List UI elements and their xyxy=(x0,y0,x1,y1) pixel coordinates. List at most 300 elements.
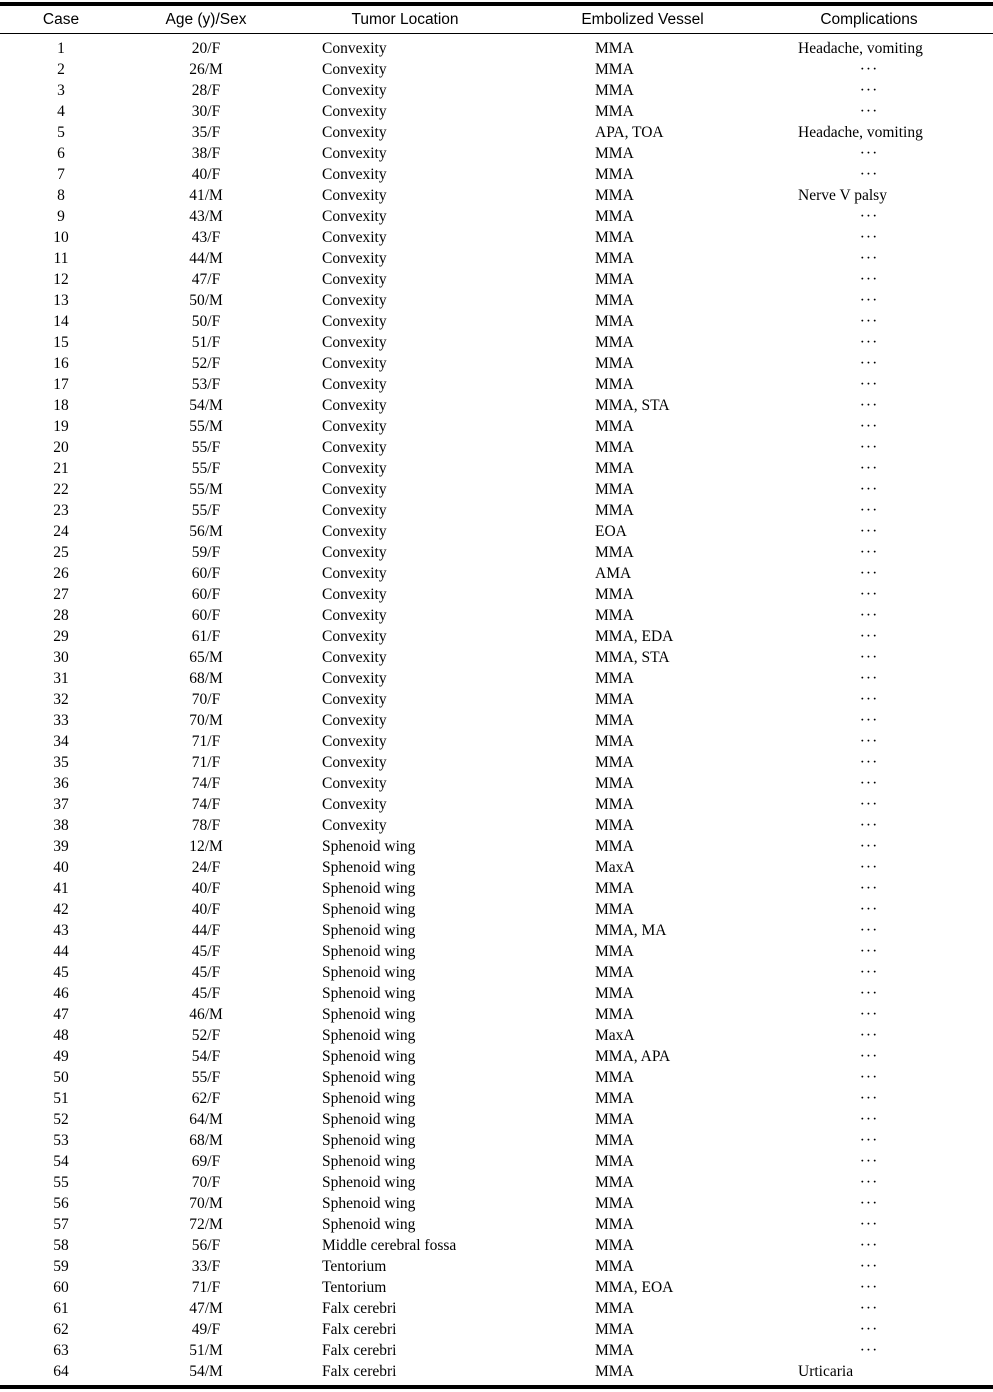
table-row xyxy=(0,1277,993,1298)
cell-complications: ··· xyxy=(859,1321,879,1338)
cell-age-sex: 60/F xyxy=(191,607,221,624)
cell-tumor-location: Convexity xyxy=(322,355,387,372)
cell-tumor-location: Falx cerebri xyxy=(322,1363,397,1380)
cell-case: 58 xyxy=(53,1237,69,1254)
table-row xyxy=(0,1088,993,1109)
cell-case: 32 xyxy=(53,691,69,708)
cell-complications: ··· xyxy=(859,754,879,771)
cell-tumor-location: Convexity xyxy=(322,250,387,267)
header-embolized-vessel: Embolized Vessel xyxy=(581,11,704,28)
cell-complications: ··· xyxy=(859,880,879,897)
table-row xyxy=(0,857,993,878)
cell-complications: ··· xyxy=(859,1048,879,1065)
cell-tumor-location: Convexity xyxy=(322,292,387,309)
cell-complications: ··· xyxy=(859,1237,879,1254)
cell-complications: ··· xyxy=(859,796,879,813)
cell-embolized-vessel: MMA xyxy=(595,1300,634,1317)
cell-case: 4 xyxy=(57,103,65,120)
cell-tumor-location: Falx cerebri xyxy=(322,1321,397,1338)
cell-complications: ··· xyxy=(859,964,879,981)
cell-complications: ··· xyxy=(859,523,879,540)
cell-complications: ··· xyxy=(859,628,879,645)
cell-age-sex: 56/M xyxy=(189,523,223,540)
cell-complications: ··· xyxy=(859,460,879,477)
cell-age-sex: 33/F xyxy=(191,1258,221,1275)
cell-case: 10 xyxy=(53,229,69,246)
cell-tumor-location: Convexity xyxy=(322,103,387,120)
cell-tumor-location: Convexity xyxy=(322,376,387,393)
cell-case: 33 xyxy=(53,712,69,729)
table-row xyxy=(0,962,993,983)
table-row xyxy=(0,941,993,962)
cell-embolized-vessel: MMA xyxy=(595,1258,634,1275)
cell-case: 39 xyxy=(53,838,69,855)
cell-case: 30 xyxy=(53,649,69,666)
cell-embolized-vessel: MMA xyxy=(595,229,634,246)
cell-embolized-vessel: MMA xyxy=(595,502,634,519)
table-row xyxy=(0,1067,993,1088)
cell-case: 18 xyxy=(53,397,69,414)
cell-age-sex: 78/F xyxy=(191,817,221,834)
table-row xyxy=(0,332,993,353)
cell-complications: ··· xyxy=(859,355,879,372)
cell-age-sex: 54/F xyxy=(191,1048,221,1065)
table-row xyxy=(0,710,993,731)
table-bottom-rule xyxy=(0,1385,993,1389)
cell-complications: ··· xyxy=(859,439,879,456)
cell-embolized-vessel: MMA xyxy=(595,901,634,918)
cell-embolized-vessel: MMA xyxy=(595,208,634,225)
cell-tumor-location: Tentorium xyxy=(322,1258,387,1275)
cell-case: 43 xyxy=(53,922,69,939)
cell-embolized-vessel: MMA xyxy=(595,985,634,1002)
cell-complications: ··· xyxy=(859,817,879,834)
cell-age-sex: 38/F xyxy=(191,145,221,162)
table-row xyxy=(0,164,993,185)
cell-age-sex: 51/M xyxy=(189,1342,223,1359)
cell-embolized-vessel: MMA xyxy=(595,1090,634,1107)
table-row xyxy=(0,584,993,605)
cell-embolized-vessel: EOA xyxy=(595,523,627,540)
cell-age-sex: 60/F xyxy=(191,565,221,582)
cell-complications: ··· xyxy=(859,1132,879,1149)
table-row xyxy=(0,542,993,563)
cell-embolized-vessel: MMA xyxy=(595,817,634,834)
cell-embolized-vessel: MMA xyxy=(595,103,634,120)
table-header-rule xyxy=(0,33,993,34)
cell-complications: ··· xyxy=(859,922,879,939)
cell-complications: Headache, vomiting xyxy=(798,40,923,57)
cell-complications: ··· xyxy=(859,61,879,78)
cell-age-sex: 62/F xyxy=(191,1090,221,1107)
cell-tumor-location: Sphenoid wing xyxy=(322,901,416,918)
cell-age-sex: 55/M xyxy=(189,418,223,435)
cell-tumor-location: Convexity xyxy=(322,418,387,435)
cell-embolized-vessel: MMA xyxy=(595,1195,634,1212)
header-age-sex: Age (y)/Sex xyxy=(165,11,247,28)
cell-tumor-location: Convexity xyxy=(322,775,387,792)
cell-tumor-location: Sphenoid wing xyxy=(322,1006,416,1023)
cell-tumor-location: Convexity xyxy=(322,754,387,771)
cell-tumor-location: Convexity xyxy=(322,187,387,204)
cell-embolized-vessel: MMA xyxy=(595,943,634,960)
cell-complications: ··· xyxy=(859,901,879,918)
cell-complications: ··· xyxy=(859,733,879,750)
cell-age-sex: 74/F xyxy=(191,775,221,792)
cell-age-sex: 26/M xyxy=(189,61,223,78)
table-row xyxy=(0,1319,993,1340)
cell-tumor-location: Convexity xyxy=(322,586,387,603)
cell-tumor-location: Convexity xyxy=(322,502,387,519)
cell-age-sex: 52/F xyxy=(191,1027,221,1044)
header-tumor-location: Tumor Location xyxy=(351,11,459,28)
cell-case: 38 xyxy=(53,817,69,834)
table-row xyxy=(0,1151,993,1172)
cell-case: 56 xyxy=(53,1195,69,1212)
cell-age-sex: 55/M xyxy=(189,481,223,498)
cell-age-sex: 70/M xyxy=(189,712,223,729)
cell-embolized-vessel: MMA xyxy=(595,61,634,78)
cell-complications: ··· xyxy=(859,271,879,288)
cell-case: 11 xyxy=(53,250,69,267)
cell-case: 24 xyxy=(53,523,69,540)
table-row xyxy=(0,479,993,500)
cell-case: 52 xyxy=(53,1111,69,1128)
table-row xyxy=(0,773,993,794)
cell-case: 59 xyxy=(53,1258,69,1275)
table-row xyxy=(0,437,993,458)
cell-complications: ··· xyxy=(859,1174,879,1191)
table-row xyxy=(0,1004,993,1025)
cell-tumor-location: Convexity xyxy=(322,397,387,414)
cell-age-sex: 51/F xyxy=(191,334,221,351)
cell-tumor-location: Convexity xyxy=(322,208,387,225)
cell-case: 14 xyxy=(53,313,69,330)
cell-age-sex: 35/F xyxy=(191,124,221,141)
cell-case: 63 xyxy=(53,1342,69,1359)
cell-age-sex: 55/F xyxy=(191,439,221,456)
cell-complications: Nerve V palsy xyxy=(798,187,887,204)
cell-embolized-vessel: APA, TOA xyxy=(595,124,664,141)
cell-case: 41 xyxy=(53,880,69,897)
cell-tumor-location: Convexity xyxy=(322,607,387,624)
cell-embolized-vessel: MMA, MA xyxy=(595,922,667,939)
cell-complications: ··· xyxy=(859,1111,879,1128)
cell-age-sex: 45/F xyxy=(191,943,221,960)
cell-tumor-location: Convexity xyxy=(322,712,387,729)
cell-case: 17 xyxy=(53,376,69,393)
cell-case: 64 xyxy=(53,1363,69,1380)
cell-case: 16 xyxy=(53,355,69,372)
cell-case: 27 xyxy=(53,586,69,603)
table-row xyxy=(0,1235,993,1256)
table-row xyxy=(0,1298,993,1319)
cell-age-sex: 46/M xyxy=(189,1006,223,1023)
table-row xyxy=(0,122,993,143)
table-row xyxy=(0,1109,993,1130)
table-row xyxy=(0,647,993,668)
table-row xyxy=(0,1256,993,1277)
cell-age-sex: 72/M xyxy=(189,1216,223,1233)
cell-case: 34 xyxy=(53,733,69,750)
cell-tumor-location: Sphenoid wing xyxy=(322,1174,416,1191)
cell-age-sex: 40/F xyxy=(191,166,221,183)
cell-embolized-vessel: MMA xyxy=(595,1132,634,1149)
cell-complications: ··· xyxy=(859,859,879,876)
cell-complications: ··· xyxy=(859,250,879,267)
cell-case: 35 xyxy=(53,754,69,771)
cell-age-sex: 47/M xyxy=(189,1300,223,1317)
table-row xyxy=(0,794,993,815)
table-row xyxy=(0,59,993,80)
cell-age-sex: 45/F xyxy=(191,985,221,1002)
cell-age-sex: 44/M xyxy=(189,250,223,267)
table-row xyxy=(0,1046,993,1067)
cell-case: 36 xyxy=(53,775,69,792)
cell-age-sex: 44/F xyxy=(191,922,221,939)
cell-tumor-location: Convexity xyxy=(322,40,387,57)
table-row xyxy=(0,1361,993,1382)
cell-case: 55 xyxy=(53,1174,69,1191)
cell-embolized-vessel: MMA, EOA xyxy=(595,1279,674,1296)
cell-complications: ··· xyxy=(859,313,879,330)
cell-age-sex: 54/M xyxy=(189,1363,223,1380)
cell-age-sex: 40/F xyxy=(191,901,221,918)
cell-embolized-vessel: MMA xyxy=(595,1363,634,1380)
table-row xyxy=(0,206,993,227)
table-row xyxy=(0,38,993,59)
table-row xyxy=(0,878,993,899)
cell-tumor-location: Falx cerebri xyxy=(322,1342,397,1359)
cell-age-sex: 54/M xyxy=(189,397,223,414)
cell-age-sex: 68/M xyxy=(189,1132,223,1149)
cell-tumor-location: Convexity xyxy=(322,670,387,687)
table-top-rule xyxy=(0,2,993,6)
cell-embolized-vessel: MMA xyxy=(595,460,634,477)
cell-embolized-vessel: MMA xyxy=(595,166,634,183)
cell-embolized-vessel: MMA xyxy=(595,544,634,561)
cell-complications: ··· xyxy=(859,418,879,435)
table-row xyxy=(0,689,993,710)
cell-tumor-location: Convexity xyxy=(322,61,387,78)
cell-age-sex: 71/F xyxy=(191,1279,221,1296)
cell-complications: ··· xyxy=(859,649,879,666)
cell-case: 53 xyxy=(53,1132,69,1149)
cell-age-sex: 49/F xyxy=(191,1321,221,1338)
table-row xyxy=(0,227,993,248)
table-row xyxy=(0,899,993,920)
cell-embolized-vessel: MMA xyxy=(595,1153,634,1170)
cell-tumor-location: Middle cerebral fossa xyxy=(322,1237,457,1254)
cell-complications: ··· xyxy=(859,1027,879,1044)
cell-complications: ··· xyxy=(859,1006,879,1023)
table-row xyxy=(0,815,993,836)
cell-complications: ··· xyxy=(859,292,879,309)
cell-age-sex: 70/M xyxy=(189,1195,223,1212)
cell-complications: ··· xyxy=(859,838,879,855)
cell-case: 6 xyxy=(57,145,65,162)
table-row xyxy=(0,143,993,164)
cell-tumor-location: Sphenoid wing xyxy=(322,1048,416,1065)
cell-complications: ··· xyxy=(859,544,879,561)
cell-age-sex: 71/F xyxy=(191,754,221,771)
table-row xyxy=(0,269,993,290)
table-row xyxy=(0,731,993,752)
cell-tumor-location: Convexity xyxy=(322,481,387,498)
cell-embolized-vessel: MMA xyxy=(595,82,634,99)
table-row xyxy=(0,521,993,542)
cell-tumor-location: Convexity xyxy=(322,460,387,477)
cell-case: 51 xyxy=(53,1090,69,1107)
cell-complications: ··· xyxy=(859,565,879,582)
table-row xyxy=(0,311,993,332)
cell-tumor-location: Convexity xyxy=(322,544,387,561)
cell-tumor-location: Convexity xyxy=(322,145,387,162)
cell-complications: ··· xyxy=(859,712,879,729)
cell-age-sex: 43/F xyxy=(191,229,221,246)
cell-tumor-location: Convexity xyxy=(322,271,387,288)
table-row xyxy=(0,353,993,374)
cell-case: 50 xyxy=(53,1069,69,1086)
cell-embolized-vessel: MMA xyxy=(595,418,634,435)
cell-complications: ··· xyxy=(859,208,879,225)
cell-case: 3 xyxy=(57,82,65,99)
cell-embolized-vessel: MMA xyxy=(595,145,634,162)
cell-embolized-vessel: AMA xyxy=(595,565,632,582)
cell-age-sex: 59/F xyxy=(191,544,221,561)
cell-embolized-vessel: MMA xyxy=(595,733,634,750)
cell-tumor-location: Sphenoid wing xyxy=(322,1027,416,1044)
cell-embolized-vessel: MMA xyxy=(595,1111,634,1128)
cell-age-sex: 28/F xyxy=(191,82,221,99)
cell-tumor-location: Sphenoid wing xyxy=(322,1069,416,1086)
table-row xyxy=(0,1025,993,1046)
cell-age-sex: 47/F xyxy=(191,271,221,288)
cell-complications: ··· xyxy=(859,397,879,414)
cell-embolized-vessel: MMA xyxy=(595,334,634,351)
cell-embolized-vessel: MMA xyxy=(595,880,634,897)
cell-age-sex: 71/F xyxy=(191,733,221,750)
cell-tumor-location: Convexity xyxy=(322,733,387,750)
cell-case: 37 xyxy=(53,796,69,813)
cell-age-sex: 30/F xyxy=(191,103,221,120)
cell-embolized-vessel: MMA xyxy=(595,187,634,204)
cell-case: 49 xyxy=(53,1048,69,1065)
cell-age-sex: 52/F xyxy=(191,355,221,372)
cell-tumor-location: Convexity xyxy=(322,649,387,666)
table-row xyxy=(0,395,993,416)
cell-case: 60 xyxy=(53,1279,69,1296)
table-row xyxy=(0,563,993,584)
cell-age-sex: 50/M xyxy=(189,292,223,309)
cell-age-sex: 55/F xyxy=(191,460,221,477)
cell-case: 57 xyxy=(53,1216,69,1233)
cell-age-sex: 12/M xyxy=(189,838,223,855)
cell-case: 44 xyxy=(53,943,69,960)
cell-case: 40 xyxy=(53,859,69,876)
cell-case: 8 xyxy=(57,187,65,204)
cell-case: 29 xyxy=(53,628,69,645)
cell-tumor-location: Sphenoid wing xyxy=(322,859,416,876)
cell-case: 42 xyxy=(53,901,69,918)
cell-case: 31 xyxy=(53,670,69,687)
cell-complications: ··· xyxy=(859,943,879,960)
table-row xyxy=(0,80,993,101)
cell-embolized-vessel: MMA, APA xyxy=(595,1048,671,1065)
cell-embolized-vessel: MMA, EDA xyxy=(595,628,674,645)
table-row xyxy=(0,290,993,311)
table-row xyxy=(0,416,993,437)
cell-tumor-location: Sphenoid wing xyxy=(322,1111,416,1128)
cell-complications: ··· xyxy=(859,334,879,351)
cell-tumor-location: Convexity xyxy=(322,313,387,330)
cell-age-sex: 56/F xyxy=(191,1237,221,1254)
cell-complications: ··· xyxy=(859,1153,879,1170)
cell-age-sex: 70/F xyxy=(191,691,221,708)
cell-age-sex: 74/F xyxy=(191,796,221,813)
cell-complications: ··· xyxy=(859,670,879,687)
cell-complications: ··· xyxy=(859,586,879,603)
cell-tumor-location: Convexity xyxy=(322,691,387,708)
cell-embolized-vessel: MMA xyxy=(595,250,634,267)
cell-age-sex: 69/F xyxy=(191,1153,221,1170)
cell-tumor-location: Convexity xyxy=(322,628,387,645)
cell-case: 54 xyxy=(53,1153,69,1170)
cell-complications: ··· xyxy=(859,691,879,708)
cell-tumor-location: Convexity xyxy=(322,439,387,456)
table-row xyxy=(0,185,993,206)
cell-complications: ··· xyxy=(859,985,879,1002)
cell-complications: ··· xyxy=(859,481,879,498)
cell-case: 13 xyxy=(53,292,69,309)
table-row xyxy=(0,626,993,647)
cell-case: 5 xyxy=(57,124,65,141)
cell-tumor-location: Sphenoid wing xyxy=(322,880,416,897)
cell-case: 47 xyxy=(53,1006,69,1023)
cell-age-sex: 45/F xyxy=(191,964,221,981)
table-row xyxy=(0,101,993,122)
cell-age-sex: 40/F xyxy=(191,880,221,897)
cell-tumor-location: Sphenoid wing xyxy=(322,1090,416,1107)
cell-embolized-vessel: MMA xyxy=(595,838,634,855)
cell-case: 48 xyxy=(53,1027,69,1044)
cell-embolized-vessel: MMA xyxy=(595,754,634,771)
cell-age-sex: 20/F xyxy=(191,40,221,57)
cell-age-sex: 60/F xyxy=(191,586,221,603)
cell-embolized-vessel: MMA xyxy=(595,691,634,708)
cell-complications: ··· xyxy=(859,103,879,120)
table-row xyxy=(0,500,993,521)
cell-complications: ··· xyxy=(859,166,879,183)
cell-case: 28 xyxy=(53,607,69,624)
cell-complications: ··· xyxy=(859,1342,879,1359)
cell-age-sex: 55/F xyxy=(191,1069,221,1086)
cell-case: 46 xyxy=(53,985,69,1002)
cell-complications: ··· xyxy=(859,1069,879,1086)
cell-tumor-location: Sphenoid wing xyxy=(322,922,416,939)
cell-tumor-location: Convexity xyxy=(322,124,387,141)
table-body xyxy=(0,38,993,1382)
table-row xyxy=(0,1340,993,1361)
cell-case: 19 xyxy=(53,418,69,435)
cell-embolized-vessel: MMA, STA xyxy=(595,649,670,666)
cell-embolized-vessel: MMA xyxy=(595,439,634,456)
cell-embolized-vessel: MMA xyxy=(595,1006,634,1023)
table-row xyxy=(0,605,993,626)
cell-age-sex: 43/M xyxy=(189,208,223,225)
table-row xyxy=(0,920,993,941)
cell-embolized-vessel: MMA xyxy=(595,607,634,624)
